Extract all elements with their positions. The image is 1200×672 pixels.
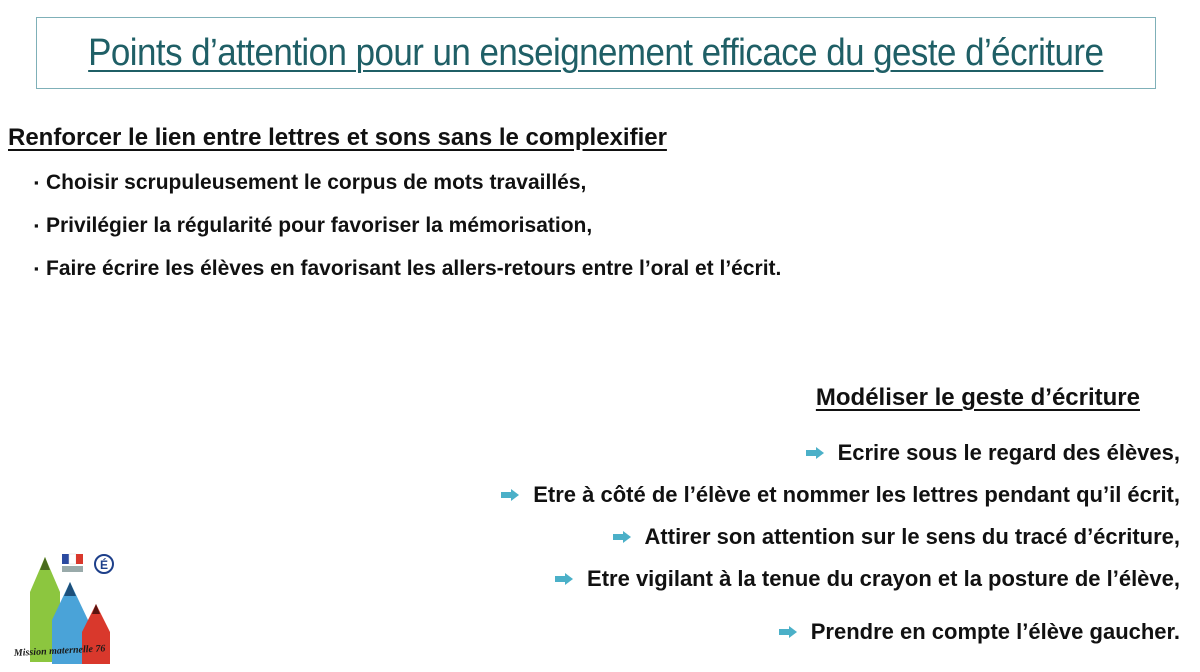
arrow-right-icon [779, 626, 797, 638]
logo-text: Mission maternelle 76 [13, 643, 106, 659]
arrow-item-text: Etre vigilant à la tenue du crayon et la posture de l’élève, [587, 566, 1180, 591]
title-box [36, 17, 1156, 89]
mission-maternelle-logo [10, 552, 135, 670]
arrow-list-item [613, 524, 1180, 550]
square-bullet-icon: ▪ [34, 218, 39, 233]
bullet-item [34, 256, 864, 282]
arrow-right-icon [555, 573, 573, 585]
arrow-item-text: Prendre en compte l’élève gaucher. [810, 619, 1180, 644]
bullet-item [34, 170, 864, 196]
arrow-right-icon [613, 531, 631, 543]
arrow-item-text: Ecrire sous le regard des élèves, [837, 440, 1180, 465]
arrow-right-icon [806, 447, 824, 459]
bullet-text: Privilégier la régularité pour favoriser la mémorisation, [46, 214, 593, 237]
section-heading-letters-sounds: Renforcer le lien entre lettres et sons sans le complexifier [8, 124, 667, 151]
section-heading-writing-gesture: Modéliser le geste d’écriture [815, 384, 1140, 411]
svg-text:É: É [100, 558, 109, 572]
page-title: Points d’attention pour un enseignement efficace du geste d’écriture [88, 31, 1104, 74]
bullet-text: Faire écrire les élèves en favorisant les allers-retours entre l’oral et l’écrit. [46, 257, 782, 280]
arrow-right-icon [501, 489, 519, 501]
arrow-item-text: Attirer son attention sur le sens du tracé d’écriture, [644, 524, 1180, 549]
bullet-item [34, 213, 864, 239]
arrow-item-text: Etre à côté de l’élève et nommer les lettres pendant qu’il écrit, [533, 482, 1180, 507]
arrow-list-item [555, 566, 1180, 592]
arrow-list-item [501, 482, 1180, 508]
bullet-text: Choisir scrupuleusement le corpus de mots travaillés, [46, 171, 587, 194]
arrow-list-item [806, 440, 1180, 466]
arrow-list-item [779, 619, 1180, 645]
square-bullet-icon: ▪ [34, 261, 39, 276]
bullet-list-letters-sounds [34, 170, 864, 299]
square-bullet-icon: ▪ [34, 175, 39, 190]
